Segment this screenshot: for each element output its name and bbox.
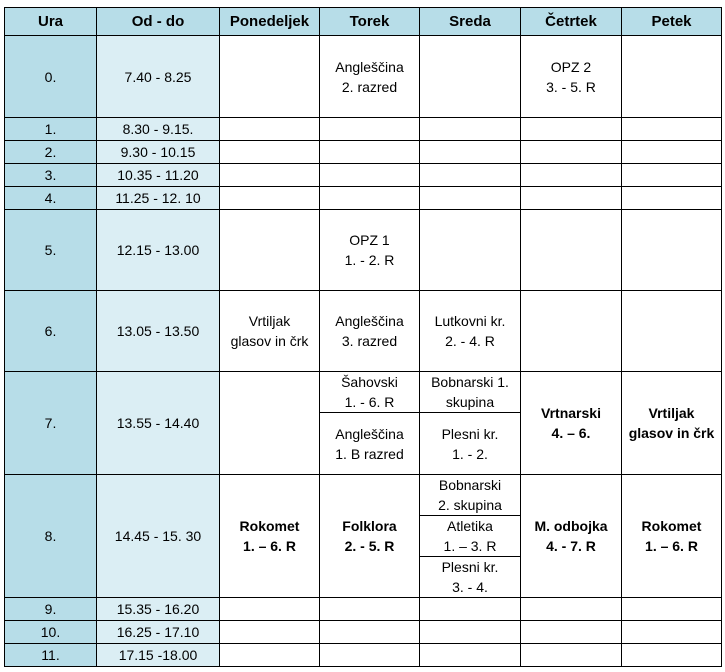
activity-cell: Lutkovni kr. 2. - 4. R: [420, 291, 521, 372]
period-number: 6.: [5, 291, 97, 372]
activity-cell: Plesni kr. 1. - 2.: [420, 413, 521, 475]
table-row: [5, 621, 722, 644]
period-time: 13.05 - 13.50: [97, 291, 220, 372]
period-time: 16.25 - 17.10: [97, 621, 220, 644]
period-time: 9.30 - 10.15: [97, 141, 220, 164]
table-row: [5, 291, 722, 372]
period-number: 8.: [5, 475, 97, 598]
empty-cell: [420, 36, 521, 118]
activity-cell: Vrtiljak glasov in črk: [622, 372, 722, 475]
period-time: 7.40 - 8.25: [97, 36, 220, 118]
header-ura: Ura: [5, 8, 97, 36]
period-time: 14.45 - 15. 30: [97, 475, 220, 598]
period-time: 13.55 - 14.40: [97, 372, 220, 475]
activity-cell: Rokomet 1. – 6. R: [622, 475, 722, 598]
period-number: 2.: [5, 141, 97, 164]
table-row: [5, 118, 722, 141]
empty-cell: [622, 36, 722, 118]
table-row: [5, 210, 722, 291]
activity-cell: Plesni kr. 3. - 4.: [420, 557, 521, 598]
activity-cell: Bobnarski 2. skupina: [420, 475, 521, 516]
activity-cell: OPZ 2 3. - 5. R: [521, 36, 622, 118]
header-sreda: Sreda: [420, 8, 521, 36]
empty-cell: [220, 372, 320, 475]
period-number: 4.: [5, 187, 97, 210]
period-time: 8.30 - 9.15.: [97, 118, 220, 141]
activity-cell: OPZ 1 1. - 2. R: [320, 210, 420, 291]
header-torek: Torek: [320, 8, 420, 36]
schedule-table: [4, 7, 722, 667]
period-time: 10.35 - 11.20: [97, 164, 220, 187]
activity-cell: Šahovski 1. - 6. R: [320, 372, 420, 413]
header-cetrtek: Četrtek: [521, 8, 622, 36]
period-time: 12.15 - 13.00: [97, 210, 220, 291]
activity-cell: Bobnarski 1. skupina: [420, 372, 521, 413]
table-row: [5, 598, 722, 621]
period-number: 3.: [5, 164, 97, 187]
activity-cell: Angleščina 3. razred: [320, 291, 420, 372]
table-row: [5, 187, 722, 210]
activity-cell: Angleščina 1. B razred: [320, 413, 420, 475]
activity-cell: Vrtiljak glasov in črk: [220, 291, 320, 372]
period-number: 11.: [5, 644, 97, 667]
activity-cell: Angleščina 2. razred: [320, 36, 420, 118]
table-row: [5, 36, 722, 118]
table-row: [5, 644, 722, 667]
activity-cell: Rokomet 1. – 6. R: [220, 475, 320, 598]
table-row: [5, 141, 722, 164]
table-row: [5, 475, 722, 516]
table-row: [5, 164, 722, 187]
activity-cell: M. odbojka 4. - 7. R: [521, 475, 622, 598]
period-number: 7.: [5, 372, 97, 475]
activity-cell: Atletika 1. – 3. R: [420, 516, 521, 557]
period-number: 10.: [5, 621, 97, 644]
period-number: 1.: [5, 118, 97, 141]
header-ponedeljek: Ponedeljek: [220, 8, 320, 36]
activity-cell: Vrtnarski 4. – 6.: [521, 372, 622, 475]
empty-cell: [220, 36, 320, 118]
header-petek: Petek: [622, 8, 722, 36]
header-od-do: Od - do: [97, 8, 220, 36]
activity-cell: Folklora 2. - 5. R: [320, 475, 420, 598]
period-time: 11.25 - 12. 10: [97, 187, 220, 210]
period-number: 0.: [5, 36, 97, 118]
table-row: [5, 372, 722, 413]
period-time: 15.35 - 16.20: [97, 598, 220, 621]
header-row: [5, 8, 722, 36]
period-number: 5.: [5, 210, 97, 291]
empty-cell: [220, 210, 320, 291]
period-number: 9.: [5, 598, 97, 621]
period-time: 17.15 -18.00: [97, 644, 220, 667]
